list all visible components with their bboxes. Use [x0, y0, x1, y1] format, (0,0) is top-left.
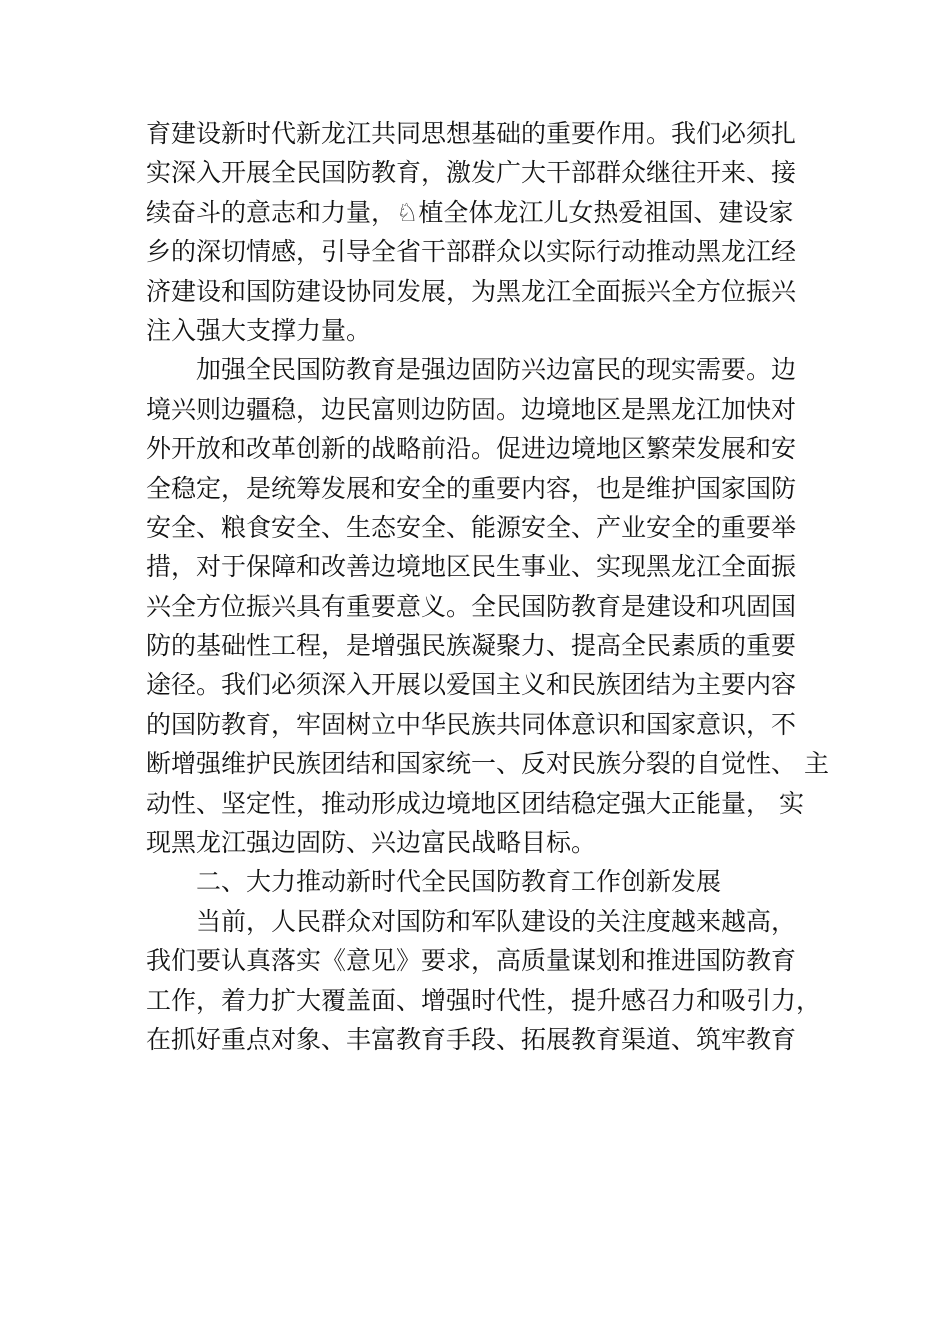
text-line: 防的基础性工程，是增强民族凝聚力、提高全民素质的重要 [146, 631, 797, 661]
text-line: 济建设和国防建设协同发展，为黑龙江全面振兴全方位振兴 [146, 276, 797, 306]
heading-text: 二、大力推动新时代全民国防教育工作创新发展 [196, 867, 722, 897]
text-line: 动性、坚定性，推动形成边境地区团结稳定强大正能量， 实 [146, 788, 804, 818]
paragraph-1 [146, 114, 816, 350]
text-line: 全稳定，是统筹发展和安全的重要内容，也是维护国家国防 [146, 473, 797, 503]
text-line: 当前，人民群众对国防和军队建设的关注度越来越高， [196, 906, 797, 936]
paragraph-2 [146, 350, 829, 862]
text-line: 工作，着力扩大覆盖面、增强时代性，提升感召力和吸引力， [146, 985, 822, 1015]
text-line: 续奋斗的意志和力量，♘植全体龙江儿女热爱祖国、建设家 [146, 197, 794, 227]
document-body [146, 114, 829, 1059]
paragraph-3 [146, 902, 822, 1060]
text-line: 现黑龙江强边固防、兴边富民战略目标。 [146, 828, 597, 858]
text-line: 育建设新时代新龙江共同思想基础的重要作用。我们必须扎 [146, 119, 797, 148]
text-line: 途径。我们必须深入开展以爱国主义和民族团结为主要内容 [146, 670, 797, 700]
text-line: 乡的深切情感，引导全省干部群众以实际行动推动黑龙江经 [146, 237, 797, 267]
text-line: 我们要认真落实《意见》要求，高质量谋划和推进国防教育 [146, 946, 797, 976]
text-line: 境兴则边疆稳，边民富则边防固。边境地区是黑龙江加快对 [146, 394, 797, 424]
text-line: 注入强大支撑力量。 [146, 315, 372, 345]
text-line: 实深入开展全民国防教育，激发广大干部群众继往开来、接 [146, 158, 797, 188]
text-line: 措，对于保障和改善边境地区民生事业、实现黑龙江全面振 [146, 552, 797, 582]
text-line: 在抓好重点对象、丰富教育手段、拓展教育渠道、筑牢教育 [146, 1024, 797, 1054]
text-line: 兴全方位振兴具有重要意义。全民国防教育是建设和巩固国 [146, 591, 797, 621]
text-line: 加强全民国防教育是强边固防兴边富民的现实需要。边 [196, 355, 797, 385]
text-line: 安全、粮食安全、生态安全、能源安全、产业安全的重要举 [146, 512, 797, 542]
text-line: 的国防教育，牢固树立中华民族共同体意识和国家意识，不 [146, 709, 797, 739]
section-heading [146, 862, 816, 901]
text-line: 外开放和改革创新的战略前沿。促进边境地区繁荣发展和安 [146, 434, 797, 464]
text-line: 断增强维护民族团结和国家统一、反对民族分裂的自觉性、 主 [146, 749, 829, 779]
